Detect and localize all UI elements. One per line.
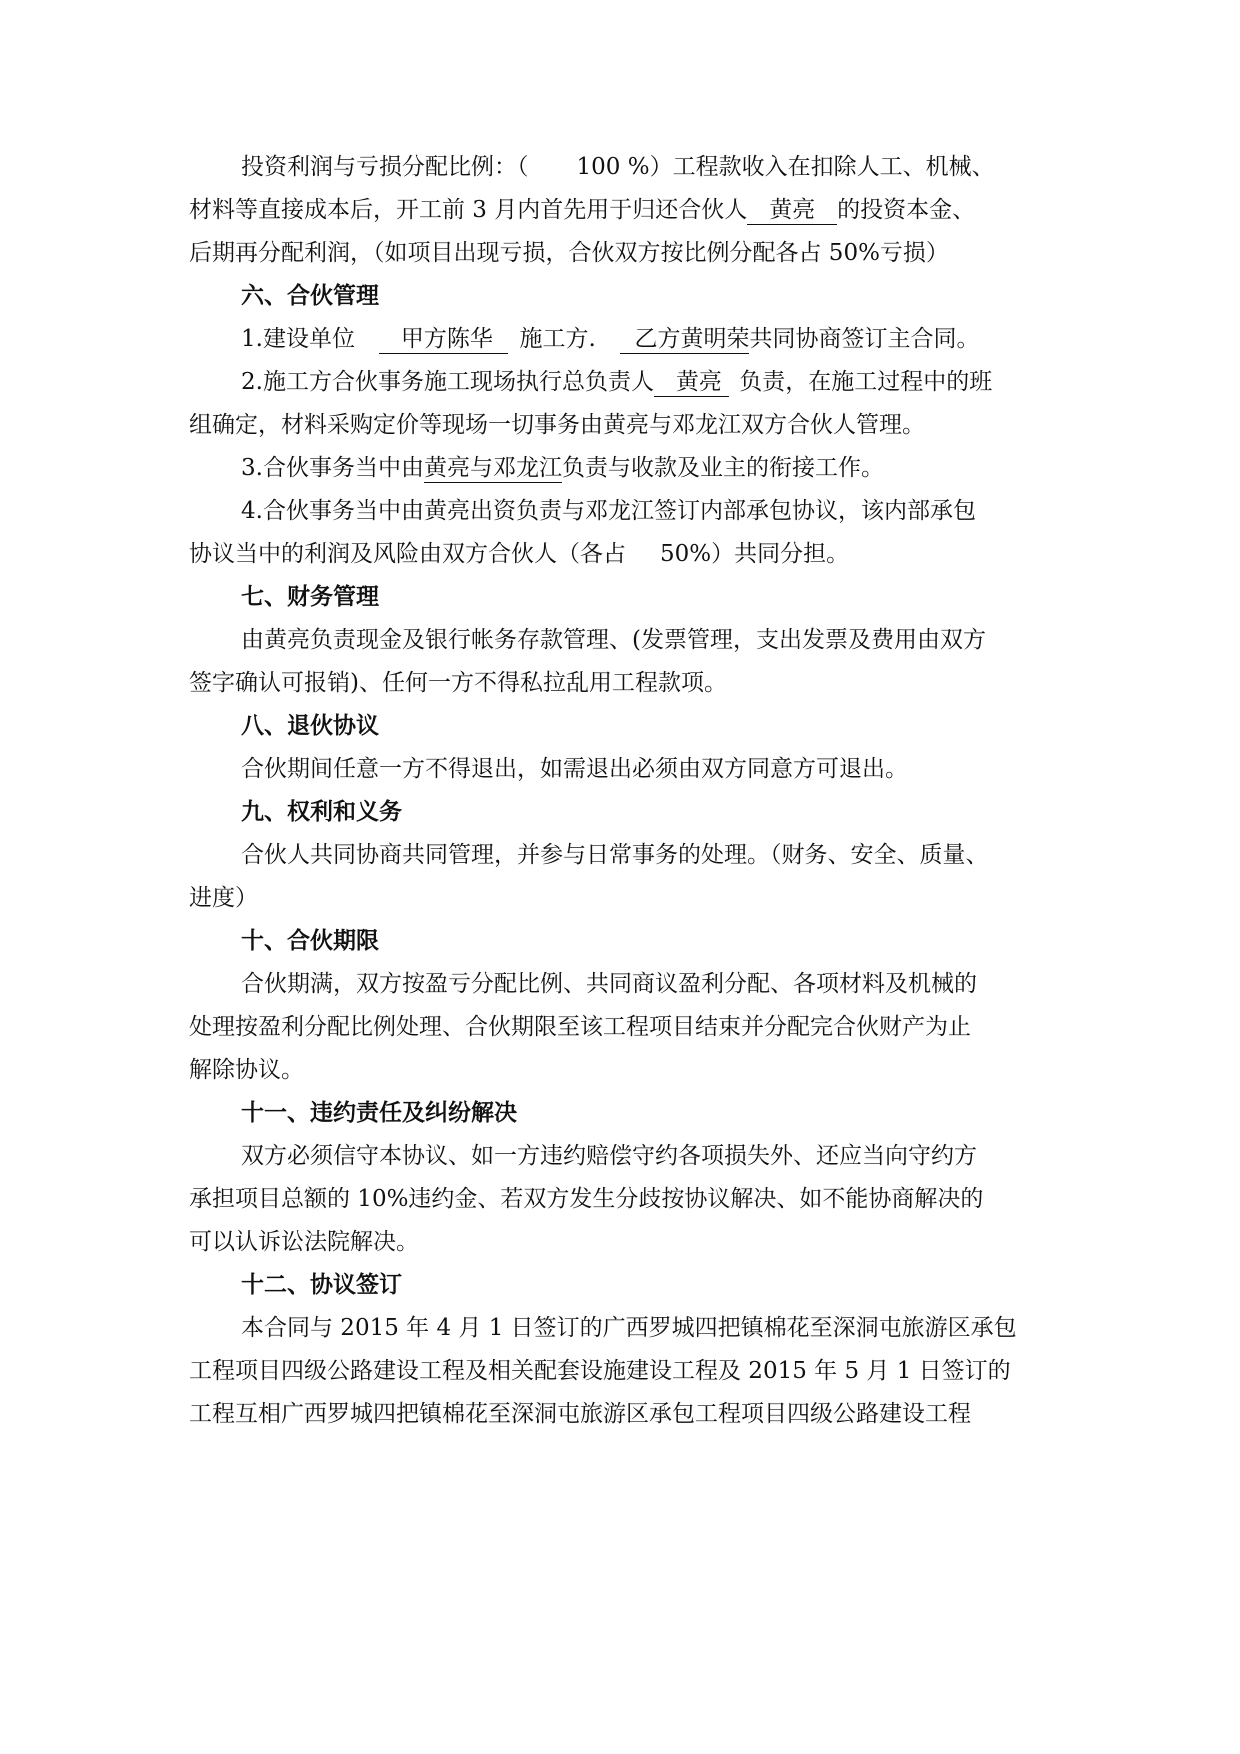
term-line-2: 处理按盈利分配比例处理、合伙期限至该工程项目结束并分配完合伙财产为止 — [189, 1014, 971, 1040]
profit-ratio-line-3: 后期再分配利润，（如项目出现亏损，合伙双方按比例分配各占 50%亏损） — [189, 240, 949, 266]
clause-6-4: 4.合伙事务当中由黄亮出资负责与邓龙江签订内部承包协议，该内部承包 — [241, 498, 976, 524]
responsible-names: 黄亮与邓龙江 — [423, 455, 562, 481]
profit-ratio-line — [241, 148, 995, 181]
text: 的投资本金、 — [837, 197, 976, 223]
text: 投资利润与亏损分配比例：（ — [241, 154, 529, 180]
term-line-1: 合伙期满，双方按盈亏分配比例、共同商议盈利分配、各项材料及机械的 — [241, 971, 977, 997]
party-b-blank: 乙方黄明荣 — [620, 326, 750, 354]
heading-rights: 九、权利和义务 — [241, 799, 402, 825]
breach-line-3: 可以认诉讼法院解决。 — [189, 1229, 419, 1255]
heading-withdrawal: 八、退伙协议 — [241, 713, 379, 739]
heading-signing: 十二、协议签订 — [241, 1272, 402, 1298]
party-a-blank: 甲方陈华 — [379, 326, 508, 354]
finance-line-2: 签字确认可报销)、任何一方不得私拉乱用工程款项。 — [189, 670, 727, 696]
clause-6-3: 3.合伙事务当中由黄亮与邓龙江负责与收款及业主的衔接工作。 — [241, 455, 884, 481]
signing-line-2: 工程项目四级公路建设工程及相关配套设施建设工程及 2015 年 5 月 1 日签订的 — [189, 1358, 1011, 1384]
partner-name-blank: 黄亮 — [747, 197, 837, 225]
heading-finance: 七、财务管理 — [241, 584, 379, 610]
clause-6-2-cont: 组确定，材料采购定价等现场一切事务由黄亮与邓龙江双方合伙人管理。 — [189, 412, 925, 438]
signing-line-3: 工程互相广西罗城四把镇棉花至深洞屯旅游区承包工程项目四级公路建设工程 — [189, 1401, 971, 1427]
clause-6-4-cont: 协议当中的利润及风险由双方合伙人（各占 50%）共同分担。 — [189, 541, 850, 567]
heading-partnership-management: 六、合伙管理 — [241, 283, 379, 309]
breach-line-2: 承担项目总额的 10%违约金、若双方发生分歧按协议解决、如不能协商解决的 — [189, 1186, 984, 1212]
manager-name-blank: 黄亮 — [654, 369, 729, 397]
signing-line-1: 本合同与 2015 年 4 月 1 日签订的广西罗城四把镇棉花至深洞屯旅游区承包 — [241, 1315, 1017, 1341]
rights-line-1: 合伙人共同协商共同管理，并参与日常事务的处理。（财务、安全、质量、 — [241, 842, 989, 868]
breach-line-1: 双方必须信守本协议、如一方违约赔偿守约各项损失外、还应当向守约方 — [241, 1143, 977, 1169]
heading-breach: 十一、违约责任及纠纷解决 — [241, 1100, 517, 1126]
rights-line-2: 进度） — [189, 885, 258, 911]
finance-line-1: 由黄亮负责现金及银行帐务存款管理、(发票管理，支出发票及费用由双方 — [241, 627, 986, 653]
clause-6-2: 2.施工方合伙事务施工现场执行总负责人 黄亮 负责，在施工过程中的班 — [241, 369, 993, 395]
withdrawal-line-1: 合伙期间任意一方不得退出，如需退出必须由双方同意方可退出。 — [241, 756, 908, 782]
clause-6-1: 1.建设单位 甲方陈华 施工方. 乙方黄明荣共同协商签订主合同。 — [241, 326, 980, 352]
profit-percent: 100 % — [576, 154, 650, 180]
text: ）工程款收入在扣除人工、机械、 — [649, 154, 995, 180]
term-line-3: 解除协议。 — [189, 1057, 304, 1083]
text: 材料等直接成本后，开工前 3 月内首先用于归还合伙人 — [189, 197, 748, 223]
heading-term: 十、合伙期限 — [241, 928, 379, 954]
profit-ratio-line-2 — [189, 191, 975, 224]
